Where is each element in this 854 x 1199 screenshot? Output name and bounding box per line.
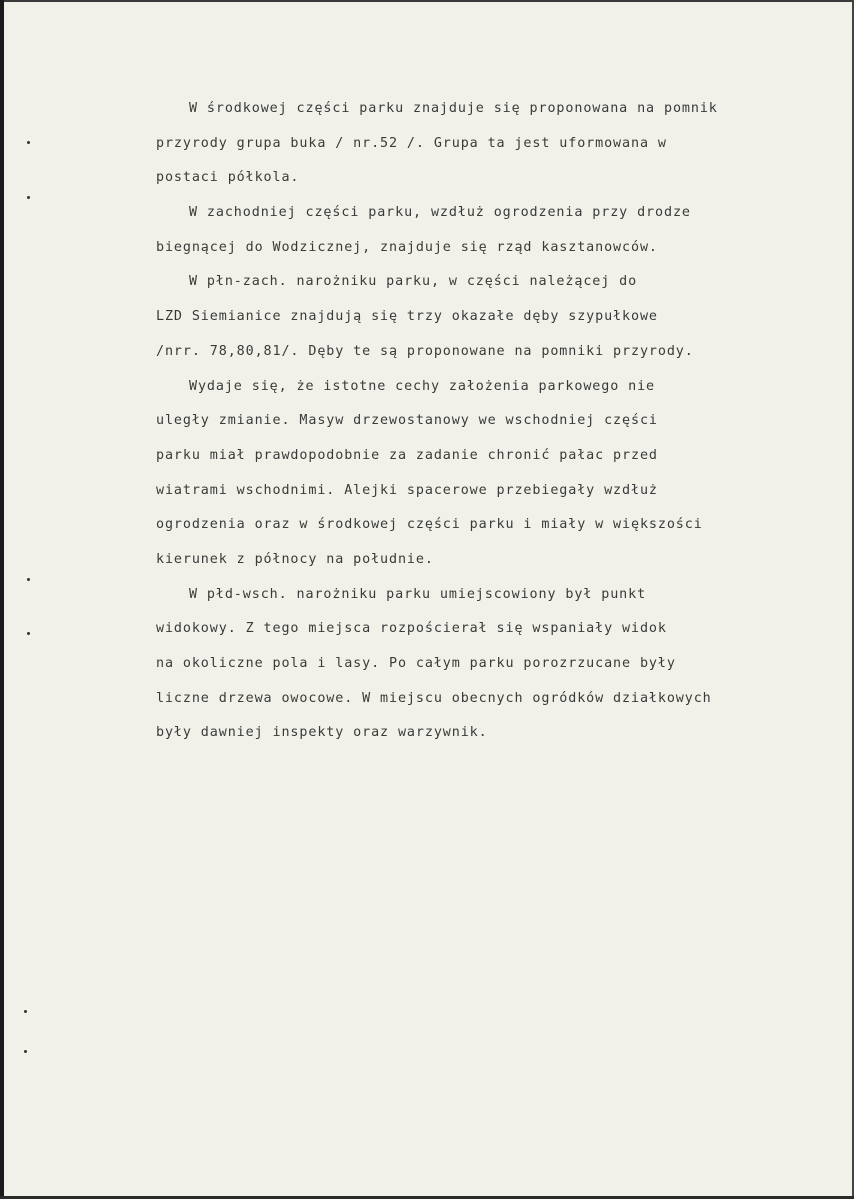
text-line: wiatrami wschodnimi. Alejki spacerowe przebiegały wzdłuż xyxy=(156,482,658,498)
text-line: W płd-wsch. narożniku parku umiejscowiony był punkt xyxy=(189,586,647,602)
text-line: przyrody grupa buka / nr.52 /. Grupa ta jest uformowana w xyxy=(156,135,667,151)
margin-speck xyxy=(27,196,30,199)
text-line: parku miał prawdopodobnie za zadanie chronić pałac przed xyxy=(156,447,658,463)
text-line: W środkowej części parku znajduje się proponowana na pomnik xyxy=(189,101,718,116)
text-line: Wydaje się, że istotne cechy założenia parkowego nie xyxy=(189,378,656,394)
margin-speck xyxy=(27,141,30,144)
margin-speck xyxy=(24,1050,27,1053)
text-line: postaci półkola. xyxy=(156,170,300,186)
text-line: na okoliczne pola i lasy. Po całym parku porozrzucane były xyxy=(156,656,676,671)
margin-speck xyxy=(24,1010,27,1013)
margin-speck xyxy=(27,578,30,581)
scan-border-left xyxy=(0,0,4,1199)
text-line: W zachodniej części parku, wzdłuż ogrodzenia przy drodze xyxy=(189,205,691,221)
scan-border-top xyxy=(0,0,854,2)
text-line: biegnącej do Wodzicznej, znajduje się rząd kasztanowców. xyxy=(156,239,658,255)
text-line: uległy zmianie. Masyw drzewostanowy we wschodniej części xyxy=(156,413,658,429)
text-line: były dawniej inspekty oraz warzywnik. xyxy=(156,725,488,741)
text-line: W płn-zach. narożniku parku, w części należącej do xyxy=(189,274,638,290)
margin-speck xyxy=(27,632,30,635)
text-line: liczne drzewa owocowe. W miejscu obecnych ogródków działkowych xyxy=(156,690,712,706)
text-line: LZD Siemianice znajdują się trzy okazałe dęby szypułkowe xyxy=(156,309,658,325)
text-line: ogrodzenia oraz w środkowej części parku i miały w większości xyxy=(156,517,703,533)
typed-text-body xyxy=(156,92,806,751)
text-line: /nrr. 78,80,81/. Dęby te są proponowane na pomniki przyrody. xyxy=(156,343,694,359)
text-line: widokowy. Z tego miejsca rozpościerał się wspaniały widok xyxy=(156,621,667,637)
text-line: kierunek z północy na południe. xyxy=(156,551,434,567)
